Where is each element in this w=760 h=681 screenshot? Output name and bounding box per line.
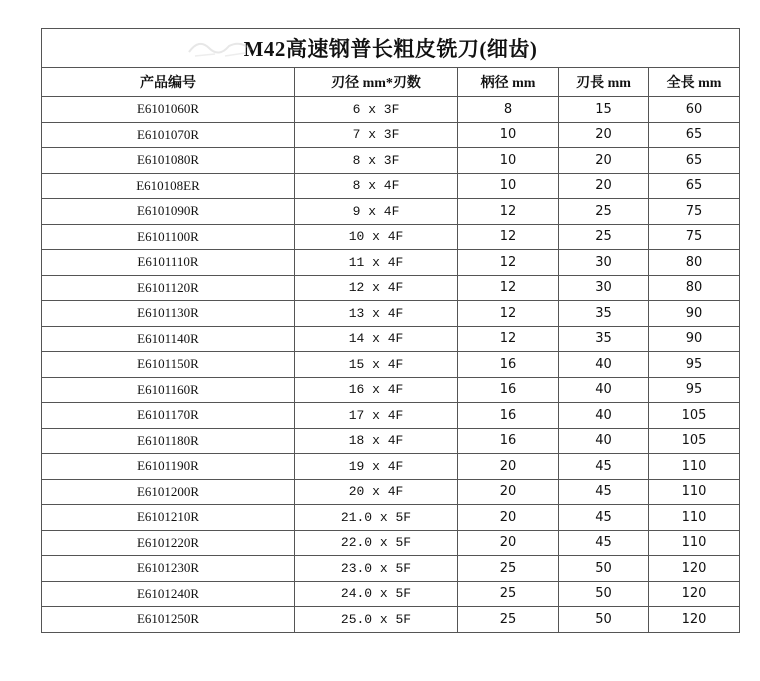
spec-table bbox=[41, 28, 740, 633]
cell-overall-length: 110 bbox=[649, 479, 740, 505]
cell-overall-length: 110 bbox=[649, 454, 740, 480]
cell-shank-diameter: 25 bbox=[458, 556, 559, 582]
table-row bbox=[42, 97, 740, 123]
cell-overall-length: 65 bbox=[649, 122, 740, 148]
cell-product-code: E6101180R bbox=[42, 428, 295, 454]
cell-shank-diameter: 20 bbox=[458, 505, 559, 531]
header-row bbox=[42, 68, 740, 97]
cell-flute-length: 25 bbox=[559, 199, 649, 225]
cell-diameter-flutes: 11 x 4F bbox=[295, 250, 458, 276]
cell-shank-diameter: 20 bbox=[458, 479, 559, 505]
cell-overall-length: 90 bbox=[649, 301, 740, 327]
table-row bbox=[42, 122, 740, 148]
cell-overall-length: 80 bbox=[649, 250, 740, 276]
header-diameter-flutes: 刃径 mm*刃数 bbox=[295, 68, 458, 97]
cell-flute-length: 20 bbox=[559, 148, 649, 174]
table-row bbox=[42, 352, 740, 378]
cell-overall-length: 110 bbox=[649, 505, 740, 531]
header-overall-length: 全長 mm bbox=[649, 68, 740, 97]
cell-shank-diameter: 16 bbox=[458, 428, 559, 454]
cell-shank-diameter: 12 bbox=[458, 275, 559, 301]
cell-flute-length: 30 bbox=[559, 275, 649, 301]
cell-diameter-flutes: 19 x 4F bbox=[295, 454, 458, 480]
cell-shank-diameter: 20 bbox=[458, 530, 559, 556]
cell-overall-length: 80 bbox=[649, 275, 740, 301]
cell-product-code: E6101080R bbox=[42, 148, 295, 174]
table-row bbox=[42, 530, 740, 556]
header-shank-diameter: 柄径 mm bbox=[458, 68, 559, 97]
cell-diameter-flutes: 21.0 x 5F bbox=[295, 505, 458, 531]
cell-shank-diameter: 12 bbox=[458, 326, 559, 352]
cell-overall-length: 60 bbox=[649, 97, 740, 123]
table-row bbox=[42, 454, 740, 480]
cell-overall-length: 65 bbox=[649, 148, 740, 174]
cell-shank-diameter: 10 bbox=[458, 122, 559, 148]
cell-overall-length: 90 bbox=[649, 326, 740, 352]
cell-shank-diameter: 10 bbox=[458, 148, 559, 174]
table-title-cell bbox=[42, 29, 740, 68]
cell-product-code: E6101160R bbox=[42, 377, 295, 403]
cell-product-code: E6101100R bbox=[42, 224, 295, 250]
cell-flute-length: 45 bbox=[559, 505, 649, 531]
table-row bbox=[42, 326, 740, 352]
cell-shank-diameter: 16 bbox=[458, 352, 559, 378]
cell-flute-length: 45 bbox=[559, 454, 649, 480]
cell-overall-length: 120 bbox=[649, 607, 740, 633]
cell-overall-length: 105 bbox=[649, 428, 740, 454]
cell-diameter-flutes: 14 x 4F bbox=[295, 326, 458, 352]
table-row bbox=[42, 581, 740, 607]
table-row bbox=[42, 556, 740, 582]
cell-product-code: E6101200R bbox=[42, 479, 295, 505]
cell-flute-length: 50 bbox=[559, 556, 649, 582]
cell-overall-length: 95 bbox=[649, 352, 740, 378]
cell-shank-diameter: 8 bbox=[458, 97, 559, 123]
cell-shank-diameter: 12 bbox=[458, 199, 559, 225]
table-row bbox=[42, 275, 740, 301]
cell-flute-length: 40 bbox=[559, 377, 649, 403]
cell-diameter-flutes: 7 x 3F bbox=[295, 122, 458, 148]
cell-diameter-flutes: 24.0 x 5F bbox=[295, 581, 458, 607]
cell-product-code: E6101090R bbox=[42, 199, 295, 225]
cell-flute-length: 50 bbox=[559, 607, 649, 633]
cell-shank-diameter: 12 bbox=[458, 224, 559, 250]
cell-shank-diameter: 12 bbox=[458, 301, 559, 327]
cell-overall-length: 95 bbox=[649, 377, 740, 403]
table-row bbox=[42, 607, 740, 633]
cell-diameter-flutes: 8 x 3F bbox=[295, 148, 458, 174]
cell-overall-length: 120 bbox=[649, 581, 740, 607]
table-row bbox=[42, 428, 740, 454]
cell-product-code: E6101170R bbox=[42, 403, 295, 429]
cell-diameter-flutes: 23.0 x 5F bbox=[295, 556, 458, 582]
table-row bbox=[42, 173, 740, 199]
cell-shank-diameter: 25 bbox=[458, 581, 559, 607]
cell-product-code: E6101070R bbox=[42, 122, 295, 148]
table-row bbox=[42, 224, 740, 250]
cell-product-code: E6101140R bbox=[42, 326, 295, 352]
cell-product-code: E6101250R bbox=[42, 607, 295, 633]
cell-product-code: E6101110R bbox=[42, 250, 295, 276]
cell-flute-length: 20 bbox=[559, 122, 649, 148]
cell-product-code: E6101060R bbox=[42, 97, 295, 123]
cell-diameter-flutes: 16 x 4F bbox=[295, 377, 458, 403]
cell-diameter-flutes: 8 x 4F bbox=[295, 173, 458, 199]
cell-product-code: E6101190R bbox=[42, 454, 295, 480]
header-flute-length: 刃長 mm bbox=[559, 68, 649, 97]
cell-product-code: E6101210R bbox=[42, 505, 295, 531]
cell-flute-length: 45 bbox=[559, 479, 649, 505]
cell-diameter-flutes: 22.0 x 5F bbox=[295, 530, 458, 556]
table-row bbox=[42, 403, 740, 429]
title-row bbox=[42, 29, 740, 68]
cell-diameter-flutes: 18 x 4F bbox=[295, 428, 458, 454]
header-product-code: 产品编号 bbox=[42, 68, 295, 97]
cell-diameter-flutes: 9 x 4F bbox=[295, 199, 458, 225]
cell-product-code: E6101130R bbox=[42, 301, 295, 327]
table-row bbox=[42, 199, 740, 225]
table-row bbox=[42, 301, 740, 327]
cell-product-code: E6101240R bbox=[42, 581, 295, 607]
cell-flute-length: 20 bbox=[559, 173, 649, 199]
cell-overall-length: 105 bbox=[649, 403, 740, 429]
cell-overall-length: 75 bbox=[649, 224, 740, 250]
cell-product-code: E610108ER bbox=[42, 173, 295, 199]
cell-overall-length: 65 bbox=[649, 173, 740, 199]
table-row bbox=[42, 250, 740, 276]
cell-flute-length: 40 bbox=[559, 352, 649, 378]
cell-overall-length: 120 bbox=[649, 556, 740, 582]
cell-flute-length: 30 bbox=[559, 250, 649, 276]
cell-flute-length: 40 bbox=[559, 428, 649, 454]
cell-shank-diameter: 16 bbox=[458, 377, 559, 403]
cell-diameter-flutes: 20 x 4F bbox=[295, 479, 458, 505]
cell-product-code: E6101220R bbox=[42, 530, 295, 556]
cell-overall-length: 75 bbox=[649, 199, 740, 225]
cell-overall-length: 110 bbox=[649, 530, 740, 556]
cell-shank-diameter: 12 bbox=[458, 250, 559, 276]
cell-diameter-flutes: 12 x 4F bbox=[295, 275, 458, 301]
cell-shank-diameter: 16 bbox=[458, 403, 559, 429]
table-row bbox=[42, 148, 740, 174]
cell-flute-length: 15 bbox=[559, 97, 649, 123]
cell-product-code: E6101150R bbox=[42, 352, 295, 378]
cell-diameter-flutes: 6 x 3F bbox=[295, 97, 458, 123]
cell-shank-diameter: 20 bbox=[458, 454, 559, 480]
cell-flute-length: 25 bbox=[559, 224, 649, 250]
cell-diameter-flutes: 25.0 x 5F bbox=[295, 607, 458, 633]
cell-flute-length: 50 bbox=[559, 581, 649, 607]
cell-diameter-flutes: 15 x 4F bbox=[295, 352, 458, 378]
table-body bbox=[42, 97, 740, 633]
cell-product-code: E6101120R bbox=[42, 275, 295, 301]
cell-flute-length: 45 bbox=[559, 530, 649, 556]
table-title: M42高速钢普长粗皮铣刀(细齿) bbox=[243, 37, 538, 61]
cell-shank-diameter: 10 bbox=[458, 173, 559, 199]
table-row bbox=[42, 505, 740, 531]
cell-shank-diameter: 25 bbox=[458, 607, 559, 633]
cell-diameter-flutes: 10 x 4F bbox=[295, 224, 458, 250]
cell-flute-length: 35 bbox=[559, 326, 649, 352]
cell-flute-length: 35 bbox=[559, 301, 649, 327]
table-row bbox=[42, 479, 740, 505]
cell-flute-length: 40 bbox=[559, 403, 649, 429]
cell-product-code: E6101230R bbox=[42, 556, 295, 582]
cell-diameter-flutes: 17 x 4F bbox=[295, 403, 458, 429]
cell-diameter-flutes: 13 x 4F bbox=[295, 301, 458, 327]
table-row bbox=[42, 377, 740, 403]
